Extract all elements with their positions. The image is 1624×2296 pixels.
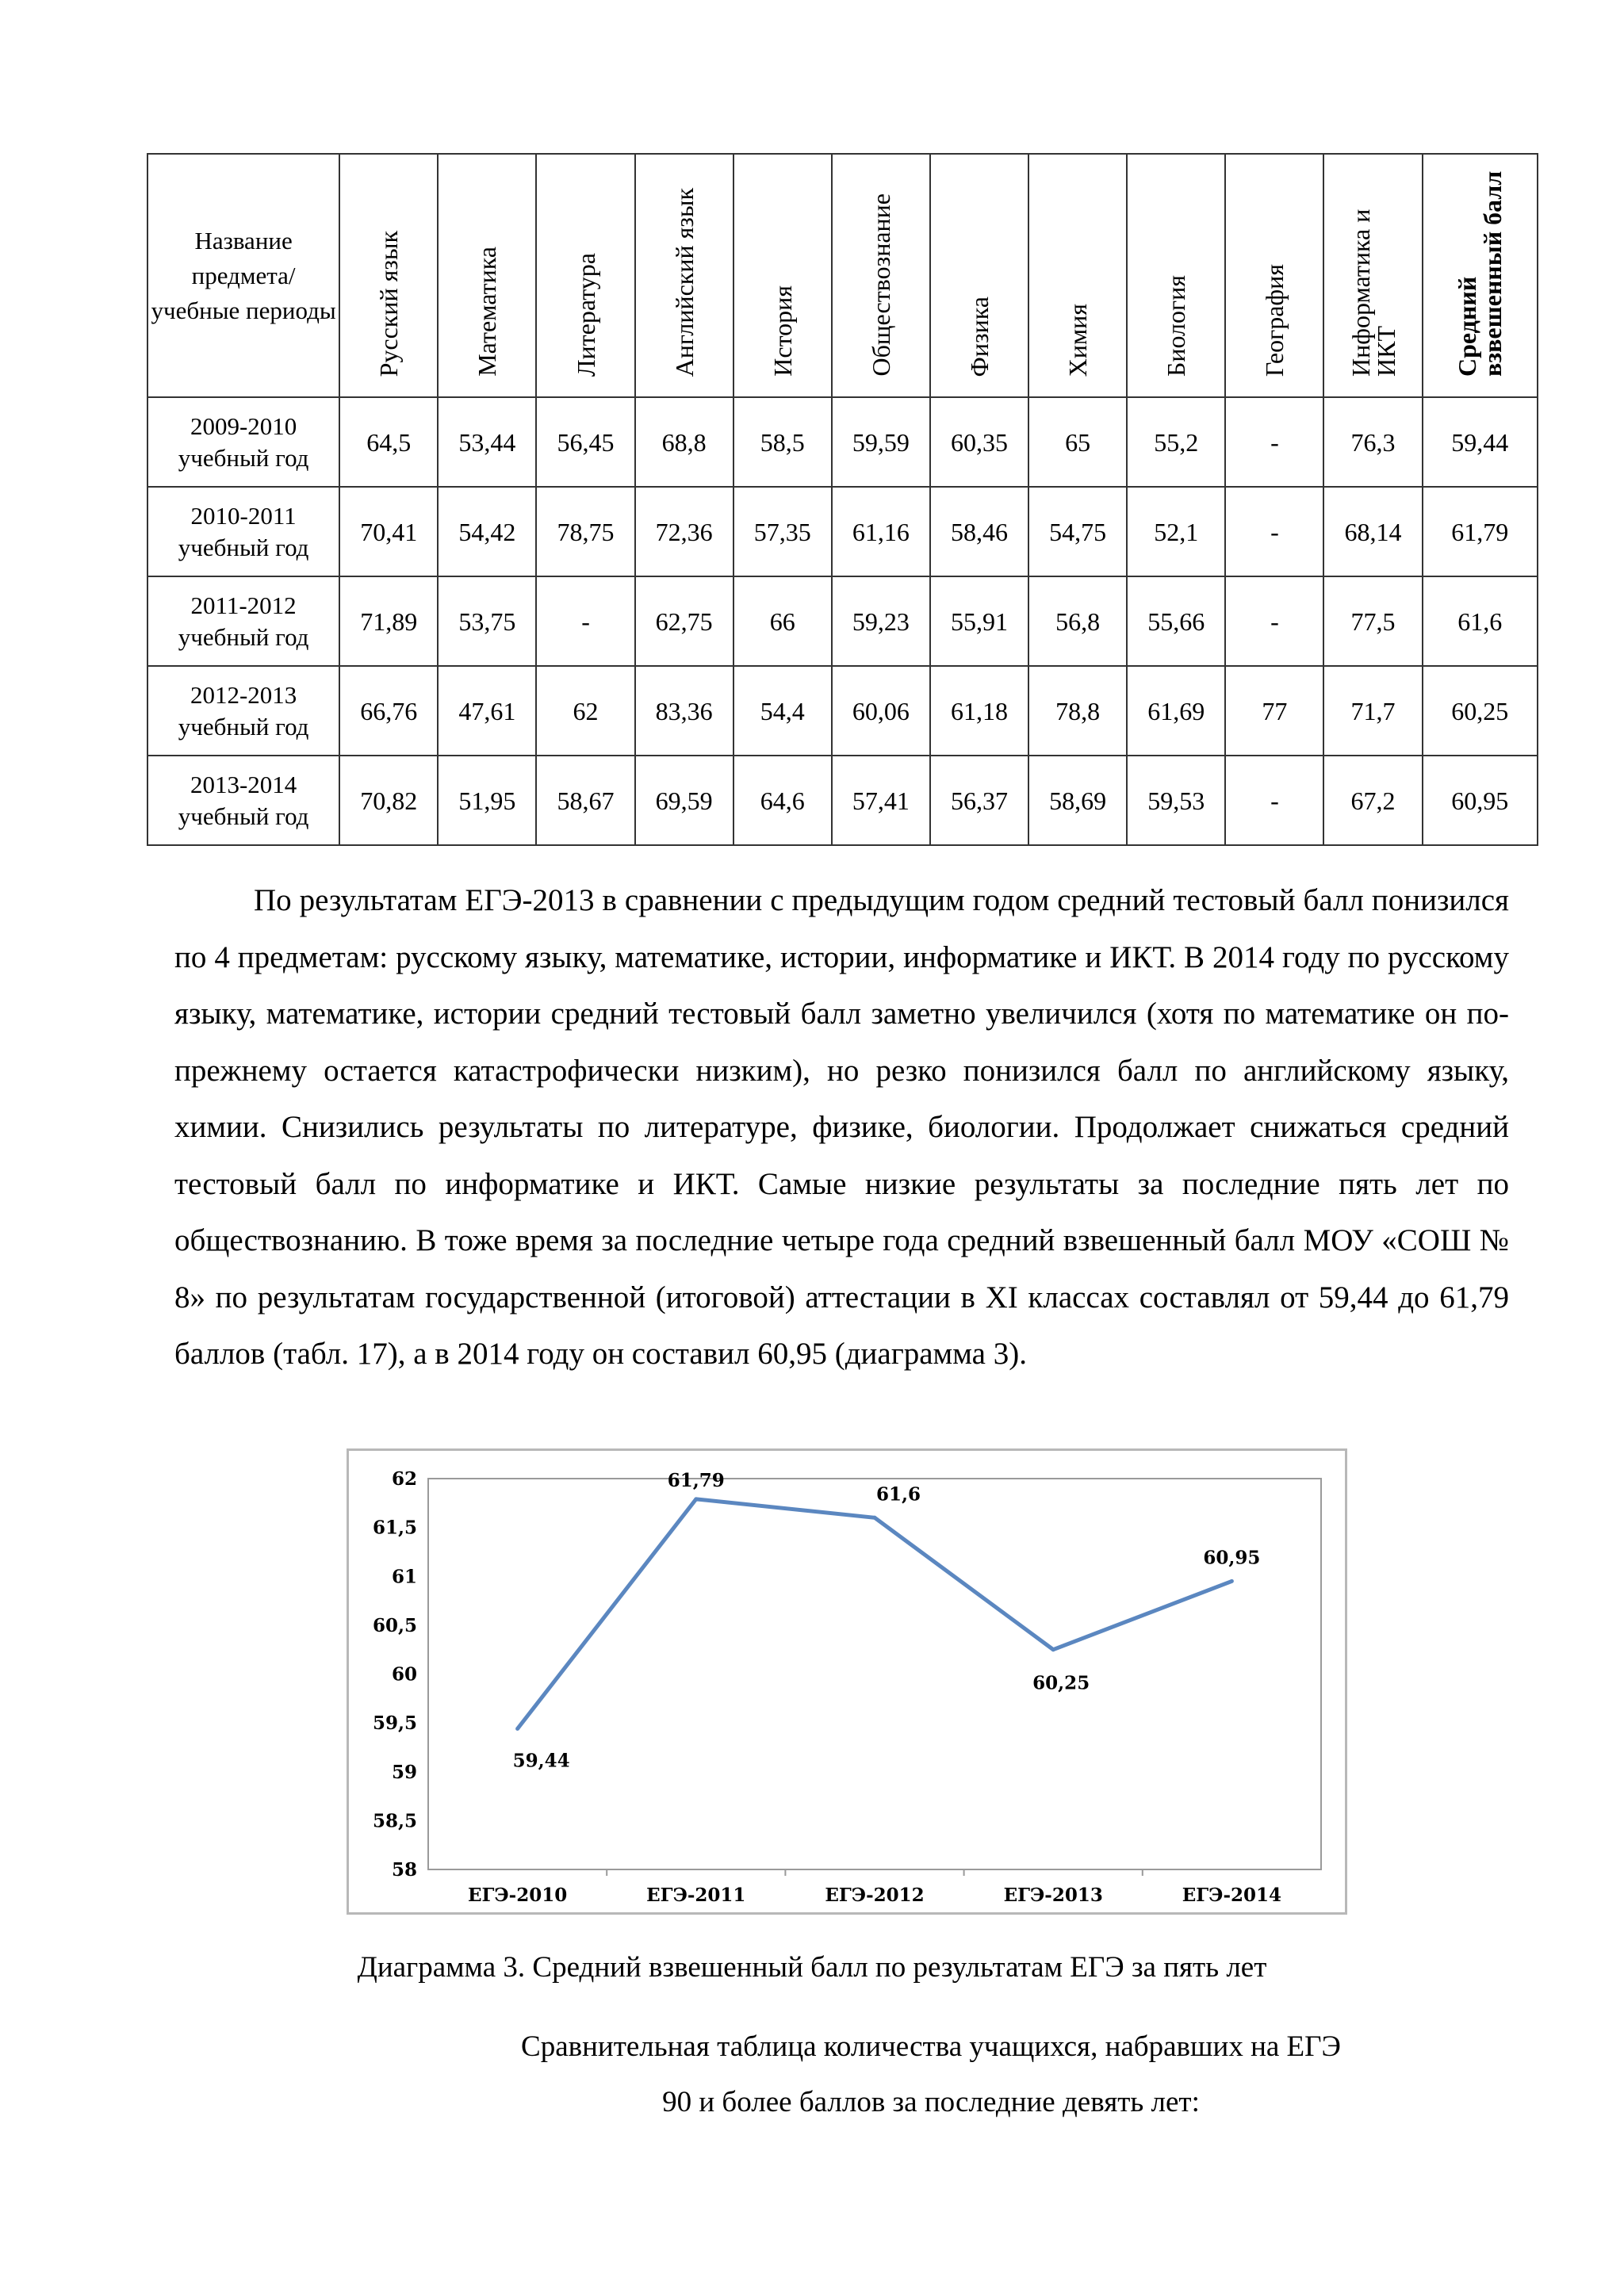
score-cell: 78,75 xyxy=(536,487,634,576)
table-row xyxy=(147,756,1538,845)
score-cell: 55,91 xyxy=(930,576,1028,666)
body-paragraph: По результатам ЕГЭ-2013 в сравнении с предыдущим годом средний тестовый балл понизился по 4 предметам: русскому языку, математике, истории, информатике и ИКТ. В 2014 году по русскому языку, математике, истории средний тестовый балл заметно увеличился (хотя по математике он по-прежнему остается катастрофически низким), но резко понизился балл по английскому языку, химии. Снизились результаты по литературе, физике, биологии. Продолжает снижаться средний тестовый балл по информатике и ИКТ. Самые низкие результаты за последние пять лет по обществознанию. В тоже время за последние четыре года средний взвешенный балл МОУ «СОШ № 8» по результатам государственной (итоговой) аттестации в XI классах составлял от 59,44 до 61,79 баллов (табл. 17), а в 2014 году он составил 60,95 (диаграмма 3). xyxy=(174,883,1509,1371)
score-cell: 60,25 xyxy=(1423,666,1538,756)
score-cell: 58,5 xyxy=(733,397,832,487)
subject-header xyxy=(930,154,1028,397)
subject-header xyxy=(733,154,832,397)
subject-header-label: Средний взвешенный балл xyxy=(1453,170,1507,377)
subject-header-label: Английский язык xyxy=(669,187,699,377)
table-row xyxy=(147,487,1538,576)
score-cell: 67,2 xyxy=(1323,756,1422,845)
subject-header-label: Физика xyxy=(965,296,994,377)
chart-caption: Диаграмма 3. Средний взвешенный балл по результатам ЕГЭ за пять лет xyxy=(357,1951,1267,1984)
score-cell: 60,06 xyxy=(832,666,930,756)
data-point xyxy=(515,1727,519,1731)
score-cell: - xyxy=(1225,487,1323,576)
results-table xyxy=(147,153,1538,846)
score-cell: 56,8 xyxy=(1028,576,1127,666)
score-cell: 77,5 xyxy=(1323,576,1422,666)
y-tick-label: 60,5 xyxy=(372,1614,417,1636)
subject-header-label: Биология xyxy=(1162,274,1191,377)
score-cell: 53,75 xyxy=(438,576,536,666)
y-tick-label: 60 xyxy=(391,1663,417,1686)
score-cell: 54,4 xyxy=(733,666,832,756)
period-cell: 2013-2014 учебный год xyxy=(147,756,339,845)
score-cell: 68,14 xyxy=(1323,487,1422,576)
line-chart xyxy=(349,1451,1345,1912)
score-cell: - xyxy=(536,576,634,666)
score-cell: 65 xyxy=(1028,397,1127,487)
score-cell: - xyxy=(1225,397,1323,487)
score-cell: 59,59 xyxy=(832,397,930,487)
x-category-label: ЕГЭ-2013 xyxy=(1003,1885,1103,1906)
score-cell: 83,36 xyxy=(635,666,733,756)
score-cell: 55,66 xyxy=(1127,576,1225,666)
data-label: 60,25 xyxy=(1032,1672,1090,1694)
subject-header xyxy=(339,154,438,397)
score-cell: 62,75 xyxy=(635,576,733,666)
score-cell: 61,18 xyxy=(930,666,1028,756)
subject-header xyxy=(438,154,536,397)
y-tick-label: 58 xyxy=(391,1859,417,1881)
score-cell: 71,7 xyxy=(1323,666,1422,756)
score-cell: 66 xyxy=(733,576,832,666)
score-cell: 58,69 xyxy=(1028,756,1127,845)
score-cell: 56,37 xyxy=(930,756,1028,845)
period-cell: 2011-2012 учебный год xyxy=(147,576,339,666)
score-cell: 64,5 xyxy=(339,397,438,487)
x-category-label: ЕГЭ-2012 xyxy=(825,1885,925,1906)
score-cell: 59,23 xyxy=(832,576,930,666)
score-cell: 57,41 xyxy=(832,756,930,845)
score-cell: 70,41 xyxy=(339,487,438,576)
score-cell: 66,76 xyxy=(339,666,438,756)
data-point xyxy=(1051,1647,1055,1651)
period-cell: 2010-2011 учебный год xyxy=(147,487,339,576)
score-cell: 77 xyxy=(1225,666,1323,756)
next-table-title-line-2: 90 и более баллов за последние девять лет: xyxy=(662,2086,1200,2118)
subject-header-label: Литература xyxy=(571,252,600,377)
table-row xyxy=(147,666,1538,756)
y-tick-label: 61,5 xyxy=(372,1517,417,1539)
table-header-row xyxy=(147,154,1538,397)
subject-header-label: География xyxy=(1260,263,1289,377)
score-cell: 61,79 xyxy=(1423,487,1538,576)
score-cell: 60,95 xyxy=(1423,756,1538,845)
subject-header-label: Обществознание xyxy=(866,193,895,377)
x-category-label: ЕГЭ-2014 xyxy=(1182,1885,1282,1906)
y-tick-label: 59 xyxy=(391,1761,417,1783)
score-cell: 59,53 xyxy=(1127,756,1225,845)
subject-header xyxy=(1225,154,1323,397)
score-cell: - xyxy=(1225,576,1323,666)
score-cell: 55,2 xyxy=(1127,397,1225,487)
score-cell: 53,44 xyxy=(438,397,536,487)
data-point xyxy=(873,1516,877,1520)
score-cell: 61,6 xyxy=(1423,576,1538,666)
data-label: 61,79 xyxy=(667,1469,725,1491)
table-row xyxy=(147,397,1538,487)
score-cell: 58,67 xyxy=(536,756,634,845)
score-cell: 71,89 xyxy=(339,576,438,666)
subject-header xyxy=(1028,154,1127,397)
y-tick-label: 61 xyxy=(391,1566,417,1588)
y-tick-label: 62 xyxy=(391,1468,417,1490)
score-cell: 58,46 xyxy=(930,487,1028,576)
score-cell: 57,35 xyxy=(733,487,832,576)
data-label: 59,44 xyxy=(512,1750,570,1772)
score-cell: 62 xyxy=(536,666,634,756)
score-cell: 51,95 xyxy=(438,756,536,845)
chart-frame xyxy=(347,1448,1347,1915)
score-cell: 56,45 xyxy=(536,397,634,487)
subject-header xyxy=(1127,154,1225,397)
score-cell: 61,16 xyxy=(832,487,930,576)
subject-header-label: Химия xyxy=(1063,303,1093,377)
score-cell: 64,6 xyxy=(733,756,832,845)
score-cell: 52,1 xyxy=(1127,487,1225,576)
subject-header xyxy=(536,154,634,397)
subject-header-label: Русский язык xyxy=(374,230,404,377)
y-tick-label: 59,5 xyxy=(372,1712,417,1735)
score-cell: 72,36 xyxy=(635,487,733,576)
subject-header xyxy=(1423,154,1538,397)
data-label: 61,6 xyxy=(875,1483,921,1506)
score-cell: - xyxy=(1225,756,1323,845)
subject-header xyxy=(832,154,930,397)
subject-header-label: История xyxy=(768,285,797,377)
score-cell: 60,35 xyxy=(930,397,1028,487)
score-cell: 54,42 xyxy=(438,487,536,576)
score-cell: 54,75 xyxy=(1028,487,1127,576)
score-cell: 78,8 xyxy=(1028,666,1127,756)
data-point xyxy=(1230,1579,1234,1583)
data-label: 60,95 xyxy=(1203,1547,1261,1569)
next-table-title-line-1: Сравнительная таблица количества учащихся, набравших на ЕГЭ xyxy=(521,2030,1341,2063)
x-category-label: ЕГЭ-2011 xyxy=(646,1885,746,1906)
subject-header-label: Информатика и ИКТ xyxy=(1346,209,1400,377)
subject-header-label: Математика xyxy=(473,247,502,377)
corner-header: Название предмета/ учебные периоды xyxy=(147,154,339,397)
score-cell: 68,8 xyxy=(635,397,733,487)
score-cell: 69,59 xyxy=(635,756,733,845)
subject-header xyxy=(1323,154,1422,397)
subject-header xyxy=(635,154,733,397)
data-point xyxy=(694,1497,698,1501)
score-cell: 70,82 xyxy=(339,756,438,845)
table-row xyxy=(147,576,1538,666)
score-cell: 47,61 xyxy=(438,666,536,756)
score-cell: 61,69 xyxy=(1127,666,1225,756)
period-cell: 2009-2010 учебный год xyxy=(147,397,339,487)
y-tick-label: 58,5 xyxy=(372,1810,417,1832)
score-cell: 76,3 xyxy=(1323,397,1422,487)
series-line xyxy=(518,1499,1232,1729)
x-category-label: ЕГЭ-2010 xyxy=(467,1885,568,1906)
score-cell: 59,44 xyxy=(1423,397,1538,487)
period-cell: 2012-2013 учебный год xyxy=(147,666,339,756)
